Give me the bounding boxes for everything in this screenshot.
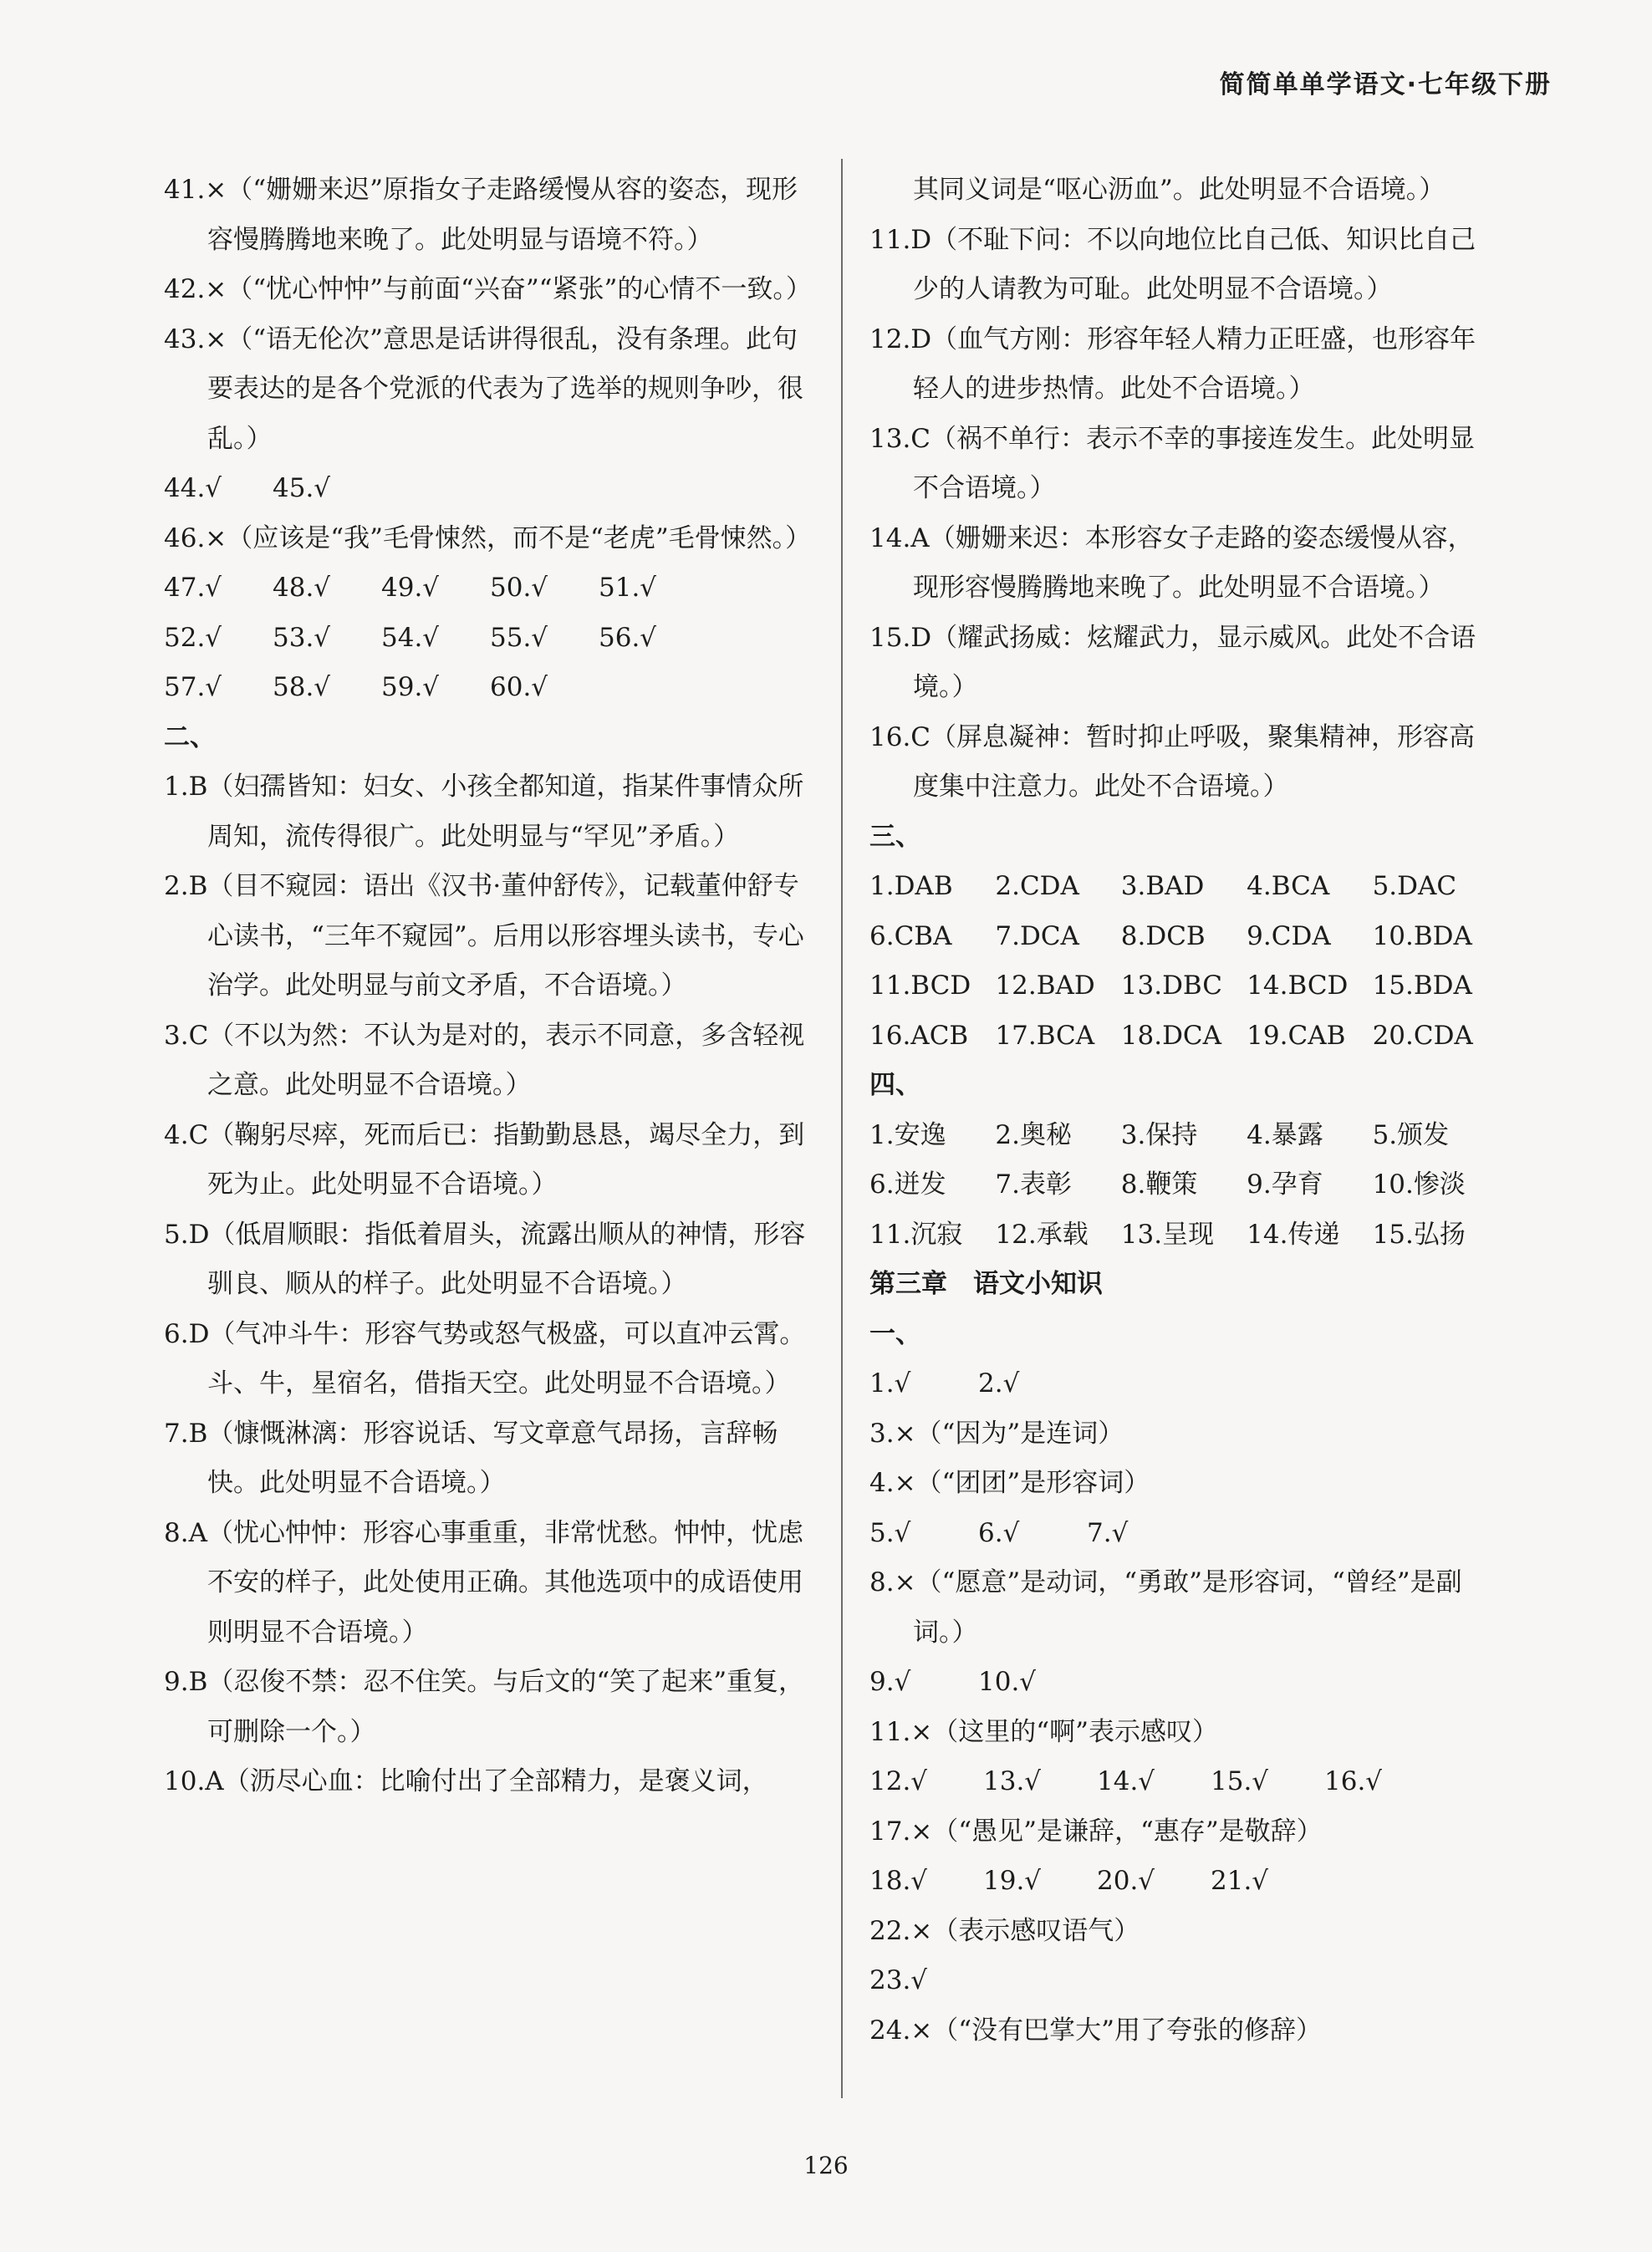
answer-row bbox=[164, 663, 814, 713]
answer-cell: 8.DCB bbox=[1120, 920, 1206, 951]
answer-row bbox=[164, 464, 814, 514]
answer-item: 3.C（不以为然：不认为是对的，表示不同意，多含轻视之意。此处明显不合语境。） bbox=[164, 1020, 805, 1100]
answer-cell: 45.√ bbox=[273, 473, 331, 503]
left-column bbox=[164, 166, 814, 1807]
answer-cell: 58.√ bbox=[273, 672, 331, 702]
answer-cell: 50.√ bbox=[490, 573, 548, 603]
answer-cell: 20.√ bbox=[1097, 1866, 1155, 1896]
answer-cell: 6.√ bbox=[978, 1517, 1020, 1548]
answer-item: 9.B（忍俊不禁：忍不住笑。与后文的“笑了起来”重复，可删除一个。） bbox=[164, 1667, 805, 1747]
answer-row bbox=[869, 1757, 1498, 1807]
answer-cell: 2.√ bbox=[978, 1368, 1020, 1399]
answer-item: 6.D（气冲斗牛：形容气势或怒气极盛，可以直冲云霄。斗、牛，星宿名，借指天空。此处明显不合语境。） bbox=[164, 1318, 806, 1399]
answer-cell: 9.CDA bbox=[1247, 920, 1331, 951]
answer-item: 12.D（血气方刚：形容年轻人精力正旺盛，也形容年轻人的进步热情。此处不合语境。） bbox=[869, 324, 1476, 404]
answer-item: 1.B（妇孺皆知：妇女、小孩全都知道，指某件事情众所周知，流传得很广。此处明显与“罕见”矛盾。） bbox=[164, 772, 804, 852]
answer-row bbox=[869, 1857, 1498, 1907]
answer-cell: 2.奥秘 bbox=[995, 1119, 1072, 1150]
page-number: 126 bbox=[803, 2152, 849, 2179]
answer-cell: 9.√ bbox=[869, 1667, 911, 1697]
answer-cell: 13.DBC bbox=[1120, 971, 1223, 1001]
answer-row bbox=[869, 1509, 1498, 1559]
answer-item: 8.A（忧心忡忡：形容心事重重，非常忧愁。忡忡，忧虑不安的样子，此处使用正确。其他选项中的成语使用则明显不合语境。） bbox=[164, 1517, 803, 1648]
answer-cell: 5.颁发 bbox=[1372, 1119, 1450, 1150]
answer-cell: 10.√ bbox=[978, 1667, 1037, 1697]
section-heading: 二、 bbox=[164, 721, 216, 752]
answer-cell: 16.√ bbox=[1324, 1766, 1383, 1796]
answer-cell: 13.√ bbox=[983, 1766, 1042, 1796]
answer-cell: 12.√ bbox=[869, 1766, 928, 1796]
answer-cell: 20.CDA bbox=[1372, 1020, 1473, 1051]
answer-row bbox=[869, 1210, 1498, 1261]
answer-cell: 4.暴露 bbox=[1247, 1119, 1323, 1150]
answer-cell: 21.√ bbox=[1211, 1866, 1269, 1896]
answer-cell: 51.√ bbox=[599, 573, 657, 603]
answer-item-continued: 其同义词是“呕心沥血”。此处明显不合语境。） bbox=[913, 175, 1446, 205]
answer-cell: 10.惨淡 bbox=[1372, 1169, 1466, 1200]
answer-cell: 15.BDA bbox=[1372, 971, 1472, 1001]
answer-item: 23.√ bbox=[869, 1965, 928, 1995]
answer-cell: 19.CAB bbox=[1247, 1020, 1346, 1051]
answer-cell: 3.保持 bbox=[1120, 1119, 1198, 1150]
answer-item: 4.×（“团团”是形容词） bbox=[869, 1468, 1150, 1498]
running-header: 简简单单学语文·七年级下册 bbox=[1219, 70, 1552, 99]
answer-cell: 7.表彰 bbox=[995, 1169, 1072, 1200]
answer-item: 16.C（屏息凝神：暂时抑止呼吸，聚集精神，形容高度集中注意力。此处不合语境。） bbox=[869, 721, 1476, 802]
answer-item: 15.D（耀武扬威：炫耀武力，显示威风。此处不合语境。） bbox=[869, 622, 1476, 702]
answer-item: 8.×（“愿意”是动词，“勇敢”是形容词，“曾经”是副词。） bbox=[869, 1567, 1462, 1648]
answer-cell: 55.√ bbox=[490, 622, 548, 653]
answer-cell: 49.√ bbox=[381, 573, 440, 603]
answer-item: 17.×（“愚见”是谦辞，“惠存”是敬辞） bbox=[869, 1816, 1323, 1847]
answer-cell: 15.弘扬 bbox=[1372, 1219, 1466, 1250]
answer-item: 41.×（“姗姗来迟”原指女子走路缓慢从容的姿态，现形容慢腾腾地来晚了。此处明显与语境不符。） bbox=[164, 175, 798, 255]
answer-cell: 10.BDA bbox=[1372, 920, 1472, 951]
section-heading: 四、 bbox=[869, 1070, 921, 1100]
answer-cell: 1.√ bbox=[869, 1368, 911, 1399]
answer-row bbox=[164, 563, 814, 614]
answer-item: 14.A（姗姗来迟：本形容女子走路的姿态缓慢从容，现形容慢腾腾地来晚了。此处明显不合语境。） bbox=[869, 522, 1474, 603]
answer-cell: 1.DAB bbox=[869, 871, 953, 901]
answer-item: 46.×（应该是“我”毛骨悚然，而不是“老虎”毛骨悚然。） bbox=[164, 522, 812, 553]
answer-cell: 56.√ bbox=[599, 622, 657, 653]
answer-row bbox=[869, 1011, 1498, 1062]
answer-cell: 12.承载 bbox=[995, 1219, 1089, 1250]
answer-cell: 11.沉寂 bbox=[869, 1219, 963, 1250]
answer-row bbox=[869, 912, 1498, 962]
answer-item: 22.×（表示感叹语气） bbox=[869, 1915, 1140, 1946]
answer-cell: 11.BCD bbox=[869, 971, 971, 1001]
answer-item: 43.×（“语无伦次”意思是话讲得很乱，没有条理。此句要表达的是各个党派的代表为了选举的规则争吵，很乱。） bbox=[164, 324, 803, 454]
answer-cell: 1.安逸 bbox=[869, 1119, 946, 1150]
answer-cell: 4.BCA bbox=[1247, 871, 1330, 901]
section-heading: 三、 bbox=[869, 821, 921, 852]
answer-cell: 16.ACB bbox=[869, 1020, 969, 1051]
section-heading: 一、 bbox=[869, 1318, 921, 1349]
answer-cell: 52.√ bbox=[164, 622, 222, 653]
answer-row bbox=[869, 1160, 1498, 1210]
answer-item: 5.D（低眉顺眼：指低着眉头，流露出顺从的神情，形容驯良、顺从的样子。此处明显不合语境。） bbox=[164, 1219, 806, 1299]
answer-row bbox=[164, 614, 814, 664]
answer-cell: 18.√ bbox=[869, 1866, 928, 1896]
answer-cell: 3.BAD bbox=[1120, 871, 1205, 901]
answer-cell: 59.√ bbox=[381, 672, 440, 702]
answer-cell: 48.√ bbox=[273, 573, 331, 603]
answer-cell: 13.呈现 bbox=[1120, 1219, 1215, 1250]
right-column bbox=[869, 166, 1498, 2056]
answer-cell: 6.迸发 bbox=[869, 1169, 946, 1200]
answer-cell: 5.DAC bbox=[1372, 871, 1457, 901]
answer-item: 3.×（“因为”是连词） bbox=[869, 1418, 1124, 1449]
answer-cell: 2.CDA bbox=[995, 871, 1079, 901]
answer-row bbox=[869, 1658, 1498, 1708]
answer-cell: 14.传递 bbox=[1247, 1219, 1340, 1250]
answer-cell: 19.√ bbox=[983, 1866, 1042, 1896]
answer-item: 42.×（“忧心忡忡”与前面“兴奋”“紧张”的心情不一致。） bbox=[164, 274, 812, 304]
answer-cell: 60.√ bbox=[490, 672, 548, 702]
answer-row bbox=[869, 862, 1498, 912]
answer-cell: 9.孕育 bbox=[1247, 1169, 1323, 1200]
answer-cell: 44.√ bbox=[164, 473, 222, 503]
answer-item: 2.B（目不窥园：语出《汉书·董仲舒传》，记载董仲舒专心读书，“三年不窥园”。后用以形容埋头读书，专心治学。此处明显与前文矛盾，不合语境。） bbox=[164, 871, 804, 1001]
answer-cell: 12.BAD bbox=[995, 971, 1095, 1001]
answer-row bbox=[869, 1111, 1498, 1161]
answer-item: 11.×（这里的“啊”表示感叹） bbox=[869, 1716, 1218, 1747]
answer-item: 7.B（慷慨淋漓：形容说话、写文章意气昂扬，言辞畅快。此处明显不合语境。） bbox=[164, 1418, 778, 1498]
answer-item: 11.D（不耻下问：不以向地位比自己低、知识比自己少的人请教为可耻。此处明显不合语境。） bbox=[869, 224, 1476, 304]
answer-cell: 18.DCA bbox=[1120, 1020, 1222, 1051]
answer-cell: 7.DCA bbox=[995, 920, 1079, 951]
answer-item: 13.C（祸不单行：表示不幸的事接连发生。此处明显不合语境。） bbox=[869, 423, 1476, 503]
answer-cell: 14.BCD bbox=[1247, 971, 1349, 1001]
answer-row bbox=[869, 961, 1498, 1011]
answer-cell: 15.√ bbox=[1211, 1766, 1269, 1796]
answer-cell: 54.√ bbox=[381, 622, 440, 653]
answer-cell: 57.√ bbox=[164, 672, 222, 702]
answer-row bbox=[869, 1359, 1498, 1409]
answer-item: 24.×（“没有巴掌大”用了夸张的修辞） bbox=[869, 2015, 1322, 2046]
chapter-heading: 第三章 语文小知识 bbox=[869, 1269, 1103, 1299]
answer-item: 4.C（鞠躬尽瘁，死而后已：指勤勤恳恳，竭尽全力，到死为止。此处明显不合语境。） bbox=[164, 1119, 805, 1200]
answer-cell: 5.√ bbox=[869, 1517, 911, 1548]
answer-item: 10.A（沥尽心血：比喻付出了全部精力，是褒义词， bbox=[164, 1766, 768, 1796]
answer-cell: 8.鞭策 bbox=[1120, 1169, 1198, 1200]
answer-cell: 6.CBA bbox=[869, 920, 952, 951]
answer-cell: 17.BCA bbox=[995, 1020, 1095, 1051]
column-divider bbox=[841, 159, 843, 2098]
answer-cell: 14.√ bbox=[1097, 1766, 1155, 1796]
answer-cell: 7.√ bbox=[1087, 1517, 1129, 1548]
answer-cell: 47.√ bbox=[164, 573, 222, 603]
answer-cell: 53.√ bbox=[273, 622, 331, 653]
